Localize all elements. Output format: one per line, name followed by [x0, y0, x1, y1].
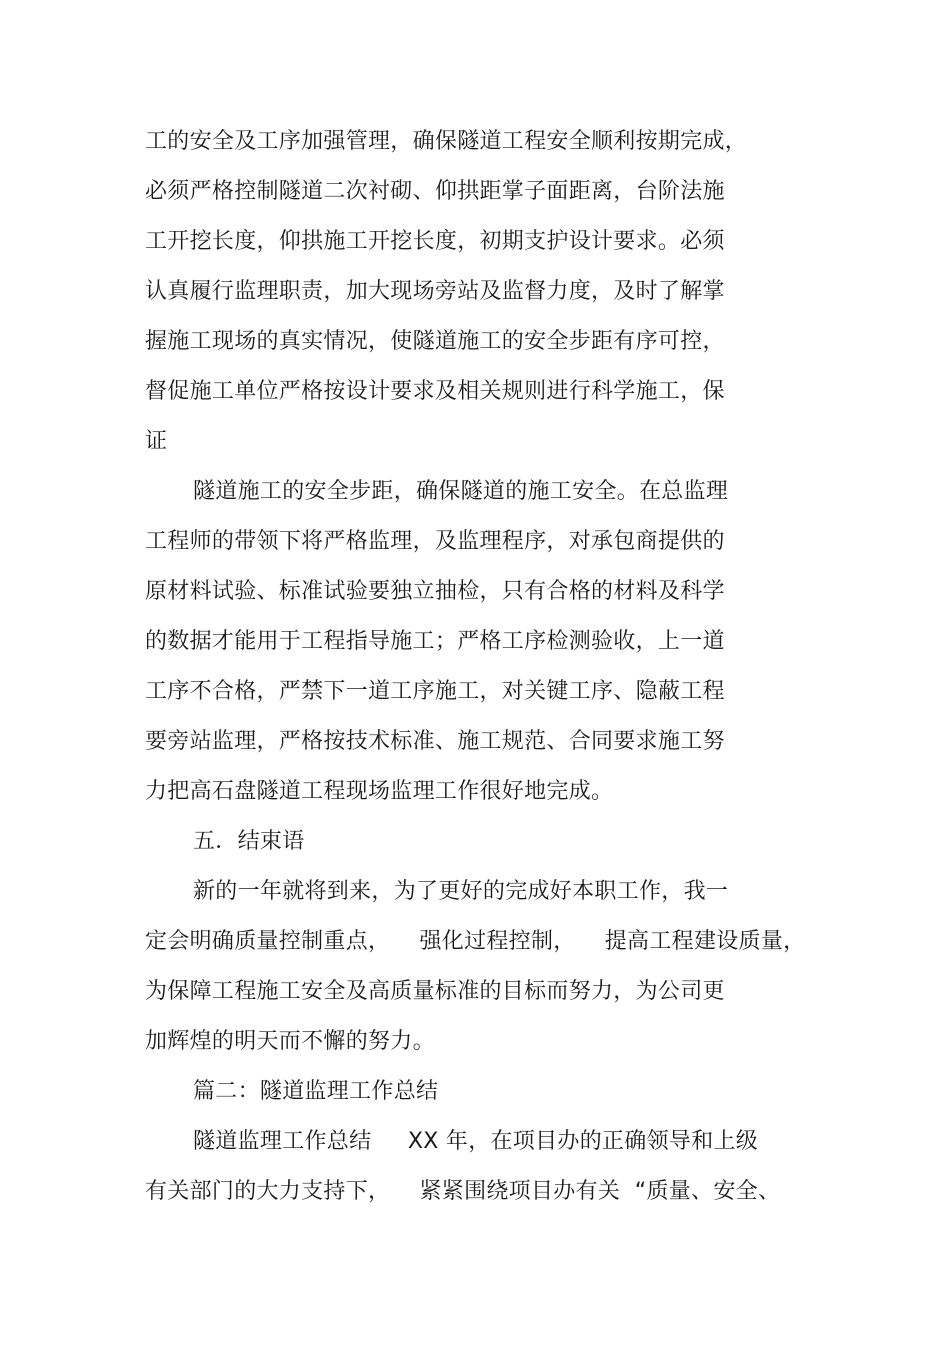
- text-line: 认真履行监理职责，加大现场旁站及监督力度，及时了解掌: [145, 279, 725, 304]
- text-line: 的数据才能用于工程指导施工；严格工序检测验收，上一道: [145, 629, 725, 654]
- text-line: 必须严格控制隧道二次衬砌、仰拱距掌子面距离，台阶法施: [145, 179, 725, 204]
- text-line: 工序不合格，严禁下一道工序施工，对关键工序、隐蔽工程: [145, 679, 725, 704]
- section-heading: 五．结束语: [193, 829, 305, 854]
- text-line: 证: [145, 429, 168, 454]
- text-line: 原材料试验、标准试验要独立抽检，只有合格的材料及科学: [145, 579, 725, 604]
- paragraph-start-line: 新的一年就将到来，为了更好的完成好本职工作，我一: [193, 879, 729, 904]
- text-line: 督促施工单位严格按设计要求及相关规则进行科学施工，保: [145, 379, 725, 404]
- text-line: 为保障工程施工安全及高质量标准的目标而努力，为公司更: [145, 979, 725, 1004]
- paragraph-start-line: 隧道监理工作总结 XX 年，在项目办的正确领导和上级: [193, 1129, 759, 1154]
- text-line: 要旁站监理，严格按技术标准、施工规范、合同要求施工努: [145, 729, 725, 754]
- text-line: 加辉煌的明天而不懈的努力。: [145, 1029, 435, 1054]
- text-line: 有关部门的大力支持下， 紧紧围绕项目办有关 “质量、安全、: [145, 1179, 781, 1204]
- text-line: 力把高石盘隧道工程现场监理工作很好地完成。: [145, 779, 614, 804]
- text-line: 握施工现场的真实情况，使隧道施工的安全步距有序可控，: [145, 329, 725, 354]
- text-line: 工程师的带领下将严格监理，及监理程序，对承包商提供的: [145, 529, 725, 554]
- section-heading: 篇二：隧道监理工作总结: [193, 1079, 439, 1104]
- paragraph-start-line: 隧道施工的安全步距，确保隧道的施工安全。在总监理: [193, 479, 729, 504]
- text-line: 定会明确质量控制重点， 强化过程控制， 提高工程建设质量，: [145, 929, 806, 954]
- text-line: 工的安全及工序加强管理，确保隧道工程安全顺利按期完成，: [145, 129, 748, 154]
- text-line: 工开挖长度，仰拱施工开挖长度，初期支护设计要求。必须: [145, 229, 725, 254]
